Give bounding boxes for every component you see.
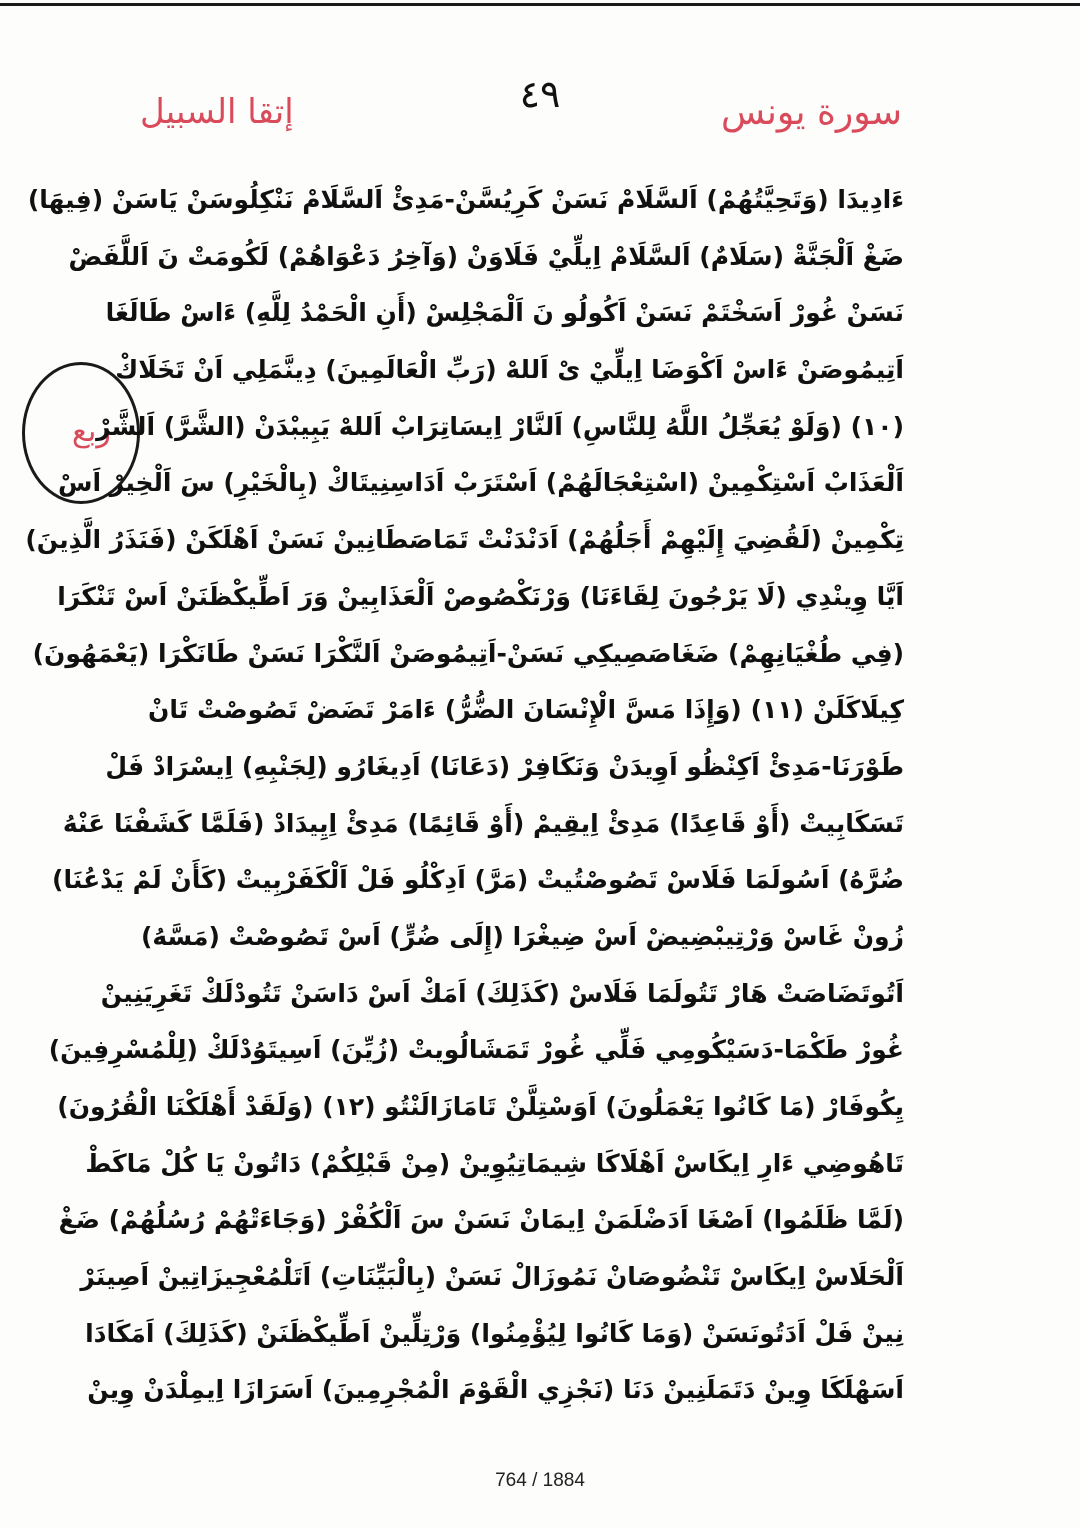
text-line: اَتُوتَضَاصَتْ هَارْ تَتُولَمَا فَلَاسْ (كَذَلِكَ) اَمَكْ اَسْ دَاسَنْ تَتُودْلَكْ تَغَرِيَنِينْ [100,978,904,1008]
text-line: تِكْمِينْ (لَقُضِيَ إِلَيْهِمْ أَجَلُهُمْ) اَدَنْدَنْتْ تَمَاصَطَانِينْ نَسَنْ اَهْلَكَنْ (فَنَذَرُ الَّذِينَ) [25,525,904,555]
text-line: اَتِيمُوصَنْ ءَاسْ اَكْوَضَا اِيلِّيْ ىْ اَللهْ (رَبِّ الْعَالَمِينَ) دِينَّمَلِي اَنْ تَخَلَاكْ [115,355,904,385]
text-line: (لَمَّا ظَلَمُوا) اَصْغَا اَدَضْلَمَنْ اِيمَانْ نَسَنْ سَ اَلْكُفْرْ (وَجَاءَتْهُمْ رُسُلُهُمْ) ضَغْ [58,1205,904,1235]
text-line: تَسَكَابِيتْ (أَوْ قَاعِدًا) مَدِئْ اِيقِيمْ (أَوْ قَائِمًا) مَدِئْ اِيِيدَادْ (فَلَمَّا كَشَفْنَا عَنْهُ [62,808,904,838]
text-line: نِينْ فَلْ اَدَتُونَسَنْ (وَمَا كَانُوا لِيُؤْمِنُوا) وَرْتِلِّينْ اَطِّيكْظَنَنْ (كَذَلِكَ) اَمَكَادَا [85,1318,904,1348]
text-line: يِكُوفَارْ (مَا كَانُوا يَعْمَلُونَ) اَوَسْتِلَّنْ تَامَازَالَنْتُو (١٢) (وَلَقَدْ أَهْلَكْنَا الْقُرُونَ) [57,1092,904,1121]
text-line: اَلْحَلَاسْ اِيكَاسْ تَنْضُوصَانْ نَمُوزَالْ نَسَنْ (بِالْبَيِّنَاتِ) اَتَلْمُعْجِيزَاتِينْ اَصِينَرْ [80,1262,904,1292]
text-line: (فِي طُغْيَانِهِمْ) ضَغَاصَصِيكِي نَسَنْ-اَتِيمُوصَنْ اَلنَّكْرَا نَسَنْ طَانَكْرَا (يَعْمَهُونَ) [32,638,904,668]
text-line: اَيَّا وِينْدِي (لَا يَرْجُونَ لِقَاءَنَا) وَرْنَكْصُوصْ اَلْعَذَابِينْ وَرَ اَطِّيكْظَنَنْ اَسْ تَنْكَرَا [57,581,904,611]
surah-name-annotation: سورة يونس [721,92,902,133]
text-line: تَاهُوضِي ءَارِ اِيكَاسْ اَهْلَاكَا شِيمَاتِيُوِينْ (مِنْ قَبْلِكُمْ) دَاتُونْ يَا كُلْ مَاكَطْ [85,1148,904,1178]
text-line: طَوْرَنَا-مَدِئْ اَكِنْظُو اَوِيدَنْ وَنَكَافِرْ (دَعَانَا) اَدِيغَارُو (لِجَنْبِهِ) اِيسْرَادْ فَلْ [105,751,904,781]
page-number: ٤٩ [519,72,561,116]
text-line: كِيلَاكَلَنْ (١١) (وَإِذَا مَسَّ الْإِنْسَانَ الضُّرُّ) ءَامَرْ تَضَضْ تَصُوصْتْ تَانْ [148,695,904,725]
margin-note: ربع [72,414,111,449]
text-line: ضُرَّهُ) اَسُولَمَا فَلَاسْ تَصُوصْتُيتْ (مَرَّ) اَدِكْلُو فَلْ اَلْكَفَرْبِيتْ (كَأَنْ لَمْ يَدْعُنَا) [52,865,904,895]
text-line: غُورْ طَكْمَا-دَسَيْكُومِي فَلِّي غُورْ تَمَشَالُويتْ (زُيِّنَ) اَسِيتَوُدْلَكْ (لِلْمُسْرِفِينَ) [48,1035,904,1065]
text-line: (١٠) (وَلَوْ يُعَجِّلُ اللَّهُ لِلنَّاسِ) اَلنَّارْ اِيسَاتِرَابْ اَللهْ يَبِيبْدَنْ (الشَّرَّ) اَلشَّرْ [96,411,904,441]
top-rule [0,3,1080,6]
text-line: اَلْعَذَابْ اَسْتِكْمِينْ (اسْتِعْجَالَهُمْ) اَسْتَرَبْ اَدَاسِنِيتَاكْ (بِالْخَيْرِ) سَ اَلْخِيرْ اَسْ [58,468,904,498]
page-counter: 764 / 1884 [495,1470,585,1491]
text-line: اَسَهْلَكَا وِينْ دَتَمَلَنِينْ دَنَا (نَجْزِي الْقَوْمَ الْمُجْرِمِينَ) اَسَرَازَا اِيمِلْدَنْ وِينْ [87,1375,904,1405]
text-line: زُونْ غَاسْ وَرْتِيبْضِيضْ اَسْ ضِيغْرَا (إِلَى ضُرٍّ) اَسْ تَصُوصْتْ (مَسَّهُ) [140,921,904,951]
text-line: نَسَنْ غُورْ اَسَخْتَمْ نَسَنْ اَكُولُو نَ اَلْمَجْلِسْ (أَنِ الْحَمْدُ لِلَّهِ) ءَاسْ طَالَغَا [105,298,904,328]
text-line: ضَغْ اَلْجَنَّةْ (سَلَامٌ) اَلسَّلَامْ اِيلِّيْ فَلَاوَنْ (وَآخِرُ دَعْوَاهُمْ) لَكُومَتْ نَ اَللَّفَضْ [68,241,904,271]
text-line: ءَادِيدَا (وَتَحِيَّتُهُمْ) اَلسَّلَامْ نَسَنْ كَرِيُسَّنْ-مَدِئْ اَلسَّلَامْ نَنْكِلُوسَنْ يَاسَنْ (فِيهَا) [27,185,904,214]
section-title-annotation: إتقا السبيل [140,92,294,132]
